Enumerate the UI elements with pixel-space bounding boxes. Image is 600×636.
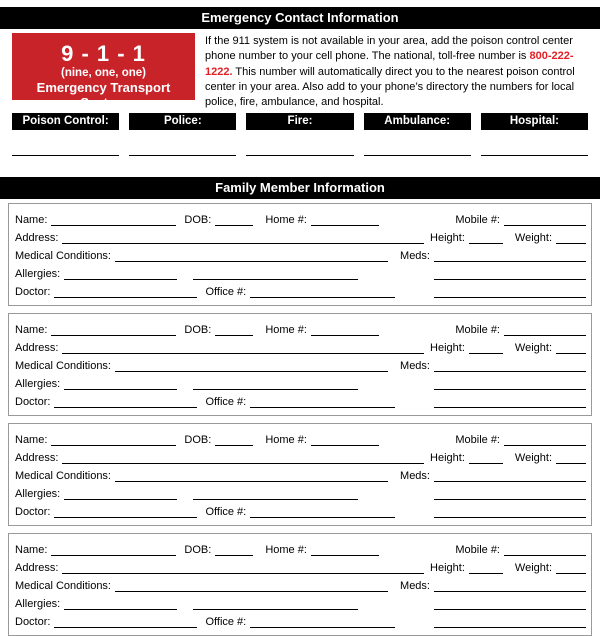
fire-blank-line <box>246 155 353 156</box>
police-blank-line <box>129 155 236 156</box>
911-system-label: Emergency Transport System <box>36 80 171 110</box>
mobile-phone-label: Mobile #: <box>455 214 500 227</box>
member-row-allergies <box>15 262 586 280</box>
office-phone-label: Office #: <box>205 396 247 409</box>
height-blank-line <box>469 351 503 354</box>
meds-continuation-line-1 <box>434 277 586 280</box>
home-phone-label: Home #: <box>265 544 307 557</box>
family-members-list <box>0 203 600 636</box>
home-phone-label: Home #: <box>265 434 307 447</box>
mobile-phone-blank-line <box>504 443 586 446</box>
home-phone-label: Home #: <box>265 324 307 337</box>
member-row-allergies <box>15 592 586 610</box>
member-row-name <box>15 538 586 556</box>
member-row-allergies <box>15 372 586 390</box>
member-row-address <box>15 336 586 354</box>
member-row-medical <box>15 354 586 372</box>
height-label: Height: <box>430 452 465 465</box>
allergies-label: Allergies: <box>15 268 61 281</box>
poison-control-instructions <box>205 33 588 110</box>
address-label: Address: <box>15 452 59 465</box>
allergies-continuation-line <box>193 387 358 390</box>
address-label: Address: <box>15 342 59 355</box>
poison-control-blank-line <box>12 155 119 156</box>
height-label: Height: <box>430 232 465 245</box>
office-phone-blank-line <box>250 515 395 518</box>
doctor-blank-line <box>54 515 197 518</box>
member-row-allergies <box>15 482 586 500</box>
member-row-doctor <box>15 390 586 408</box>
weight-blank-line <box>556 241 586 244</box>
office-phone-blank-line <box>250 405 395 408</box>
allergies-blank-line <box>64 277 177 280</box>
allergies-blank-line <box>64 387 177 390</box>
address-blank-line <box>62 461 424 464</box>
weight-label: Weight: <box>514 452 552 465</box>
dob-label: DOB: <box>184 214 212 227</box>
member-row-name <box>15 208 586 226</box>
office-phone-label: Office #: <box>205 286 247 299</box>
dob-blank-line <box>215 333 253 336</box>
weight-blank-line <box>556 571 586 574</box>
meds-label: Meds: <box>400 250 430 263</box>
home-phone-blank-line <box>311 223 379 226</box>
member-row-doctor <box>15 280 586 298</box>
mobile-phone-blank-line <box>504 553 586 556</box>
meds-continuation-line-1 <box>434 387 586 390</box>
doctor-label: Doctor: <box>15 286 51 299</box>
allergies-label: Allergies: <box>15 378 61 391</box>
member-row-medical <box>15 464 586 482</box>
height-label: Height: <box>430 562 465 575</box>
address-blank-line <box>62 351 424 354</box>
height-blank-line <box>469 461 503 464</box>
mobile-phone-label: Mobile #: <box>455 544 500 557</box>
allergies-label: Allergies: <box>15 488 61 501</box>
dob-blank-line <box>215 443 253 446</box>
meds-label: Meds: <box>400 580 430 593</box>
meds-continuation-line-2 <box>434 295 586 298</box>
allergies-blank-line <box>64 607 177 610</box>
home-phone-blank-line <box>311 333 379 336</box>
weight-label: Weight: <box>514 342 552 355</box>
meds-blank-line <box>434 589 586 592</box>
meds-label: Meds: <box>400 470 430 483</box>
family-member-block <box>8 313 592 416</box>
contact-bar-hospital: Hospital: <box>481 113 588 130</box>
mobile-phone-blank-line <box>504 223 586 226</box>
meds-continuation-line-1 <box>434 497 586 500</box>
height-blank-line <box>469 241 503 244</box>
dob-blank-line <box>215 223 253 226</box>
allergies-continuation-line <box>193 277 358 280</box>
weight-label: Weight: <box>514 562 552 575</box>
address-blank-line <box>62 571 424 574</box>
name-blank-line <box>51 333 176 336</box>
medical-conditions-blank-line <box>115 479 388 482</box>
dob-label: DOB: <box>184 434 212 447</box>
name-blank-line <box>51 223 176 226</box>
meds-blank-line <box>434 479 586 482</box>
medical-conditions-label: Medical Conditions: <box>15 360 111 373</box>
contact-bar-poison-control: Poison Control: <box>12 113 119 130</box>
meds-continuation-line-2 <box>434 405 586 408</box>
member-row-medical <box>15 574 586 592</box>
member-row-name <box>15 318 586 336</box>
allergies-blank-line <box>64 497 177 500</box>
contact-bar-fire: Fire: <box>246 113 353 130</box>
page-title: Emergency Contact Information <box>0 7 600 29</box>
dob-label: DOB: <box>184 324 212 337</box>
family-member-block <box>8 203 592 306</box>
home-phone-blank-line <box>311 553 379 556</box>
weight-label: Weight: <box>514 232 552 245</box>
medical-conditions-blank-line <box>115 259 388 262</box>
address-blank-line <box>62 241 424 244</box>
doctor-blank-line <box>54 405 197 408</box>
weight-blank-line <box>556 351 586 354</box>
doctor-label: Doctor: <box>15 616 51 629</box>
poison-control-phone-number: 800-222-1222. <box>205 50 574 78</box>
meds-continuation-line-2 <box>434 625 586 628</box>
medical-conditions-label: Medical Conditions: <box>15 250 111 263</box>
intro-text-after: This number will automatically direct you to the nearest poison control center in your area. Also add to your phone’s directory the numbers for local police, fire, ambulance, and hospital. <box>205 65 575 109</box>
dob-blank-line <box>215 553 253 556</box>
meds-continuation-line-2 <box>434 515 586 518</box>
medical-conditions-blank-line <box>115 589 388 592</box>
meds-label: Meds: <box>400 360 430 373</box>
intro-text-before: If the 911 system is not available in your area, add the poison control center phone number to your cell phone. The national, toll-free number is <box>205 35 573 63</box>
contact-bar-ambulance: Ambulance: <box>364 113 471 130</box>
name-label: Name: <box>15 544 48 557</box>
meds-blank-line <box>434 259 586 262</box>
family-member-block <box>8 533 592 636</box>
member-row-address <box>15 226 586 244</box>
mobile-phone-label: Mobile #: <box>455 324 500 337</box>
911-words: (nine, one, one) <box>61 67 146 79</box>
ambulance-blank-line <box>364 155 471 156</box>
name-blank-line <box>51 443 176 446</box>
member-row-address <box>15 556 586 574</box>
family-member-block <box>8 423 592 526</box>
member-row-doctor <box>15 500 586 518</box>
doctor-label: Doctor: <box>15 396 51 409</box>
office-phone-blank-line <box>250 625 395 628</box>
contact-label-bars <box>12 113 588 130</box>
mobile-phone-label: Mobile #: <box>455 434 500 447</box>
meds-continuation-line-1 <box>434 607 586 610</box>
911-box <box>12 33 195 110</box>
height-label: Height: <box>430 342 465 355</box>
family-section-title: Family Member Information <box>0 177 600 199</box>
member-row-doctor <box>15 610 586 628</box>
emergency-info-section <box>12 33 588 110</box>
doctor-blank-line <box>54 295 197 298</box>
address-label: Address: <box>15 562 59 575</box>
weight-blank-line <box>556 461 586 464</box>
contact-blank-lines <box>12 155 588 156</box>
meds-blank-line <box>434 369 586 372</box>
contact-bar-police: Police: <box>129 113 236 130</box>
home-phone-blank-line <box>311 443 379 446</box>
office-phone-label: Office #: <box>205 616 247 629</box>
allergies-continuation-line <box>193 607 358 610</box>
member-row-address <box>15 446 586 464</box>
dob-label: DOB: <box>184 544 212 557</box>
name-blank-line <box>51 553 176 556</box>
member-row-name <box>15 428 586 446</box>
allergies-continuation-line <box>193 497 358 500</box>
name-label: Name: <box>15 434 48 447</box>
height-blank-line <box>469 571 503 574</box>
member-row-medical <box>15 244 586 262</box>
office-phone-label: Office #: <box>205 506 247 519</box>
medical-conditions-blank-line <box>115 369 388 372</box>
medical-conditions-label: Medical Conditions: <box>15 580 111 593</box>
911-number: 9 - 1 - 1 <box>61 41 146 66</box>
medical-conditions-label: Medical Conditions: <box>15 470 111 483</box>
home-phone-label: Home #: <box>265 214 307 227</box>
allergies-label: Allergies: <box>15 598 61 611</box>
doctor-blank-line <box>54 625 197 628</box>
address-label: Address: <box>15 232 59 245</box>
office-phone-blank-line <box>250 295 395 298</box>
name-label: Name: <box>15 324 48 337</box>
doctor-label: Doctor: <box>15 506 51 519</box>
name-label: Name: <box>15 214 48 227</box>
hospital-blank-line <box>481 155 588 156</box>
mobile-phone-blank-line <box>504 333 586 336</box>
